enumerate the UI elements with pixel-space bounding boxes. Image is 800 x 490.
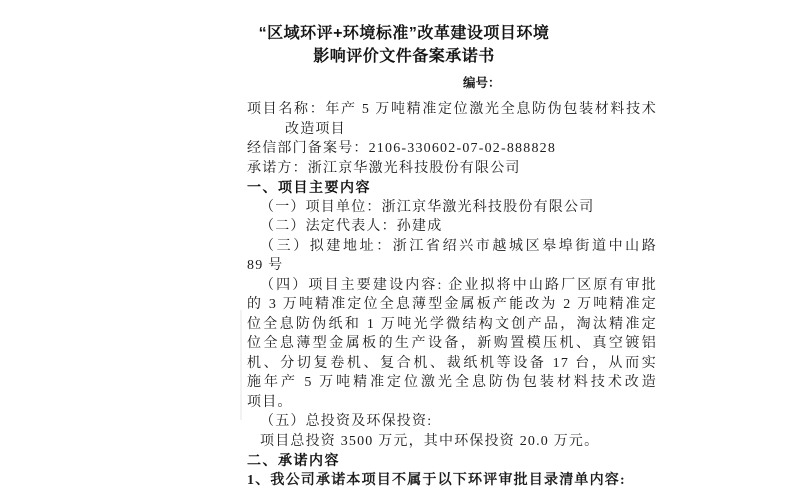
item-4-construction-line-7: 项目。 [247,394,293,410]
document-body [247,100,657,490]
item-4-construction-line-1: （四）项目主要建设内容: 企业拟将中山路厂区原有审批 [260,277,657,293]
item-2-legal-representative: （二）法定代表人：孙建成 [260,219,443,234]
item-3-address-line-2: 89 号 [247,258,284,273]
document-title-line-2: 影响评价文件备案承诺书 [313,48,495,65]
scan-edge-artifact [240,310,242,420]
document-content [247,0,657,490]
item-4-construction-line-6: 施年产 5 万吨精准定位激光全息防伪包装材料技术改造 [247,375,657,390]
commitment-clause-1: 1、我公司承诺本项目不属于以下环评审批目录清单内容: [247,472,626,488]
project-name-line: 项目名称：年产 5 万吨精准定位激光全息防伪包装材料技术 [247,102,657,117]
investment-amount-line: 项目总投资 3500 万元，其中环保投资 20.0 万元。 [260,433,600,449]
item-1-project-unit: （一）项目单位：浙江京华激光科技股份有限公司 [260,199,595,215]
section-2-heading: 二、承诺内容 [247,452,340,468]
item-4-construction-line-5: 机、分切复卷机、复合机、裁纸机等设备 17 台，从而实 [247,355,657,371]
item-4-construction-line-3: 位全息防伪纸和 1 万吨光学微结构文创产品，淘汰精准定 [247,316,657,332]
section-1-heading: 一、项目主要内容 [247,179,371,195]
filing-number-line: 经信部门备案号：2106-330602-07-02-888828 [247,141,557,156]
document-title [247,22,657,68]
item-3-address-line-1: （三）拟建地址：浙江省绍兴市越城区皋埠街道中山路 [260,238,657,254]
project-name-continuation: 改造项目 [285,121,346,137]
document-title-line-1: “区域环评+环境标准”改革建设项目环境 [258,25,550,42]
promisor-line: 承诺方：浙江京华激光科技股份有限公司 [247,160,521,176]
serial-number-label: 编号： [463,76,501,90]
item-4-construction-line-4: 位全息薄型金属板的生产设备，新购置模压机、真空镀铝 [247,336,657,351]
item-4-construction-line-2: 的 3 万吨精准定位全息薄型金属板产能改为 2 万吨精准定 [247,297,657,312]
item-5-investment-heading: （五）总投资及环保投资: [260,414,433,429]
